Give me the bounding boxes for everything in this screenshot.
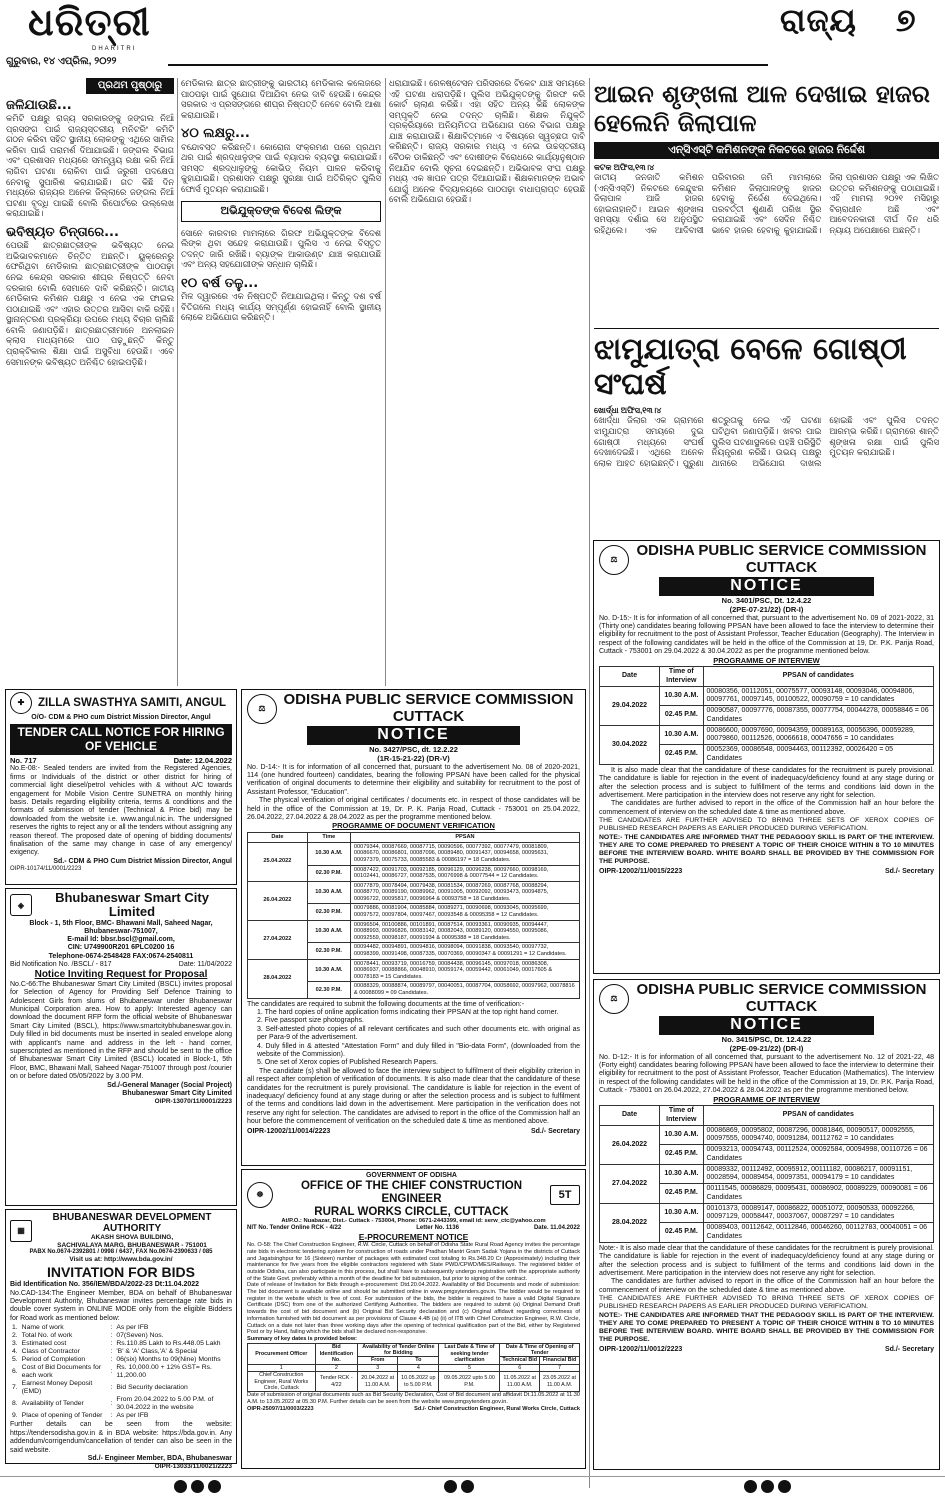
letter-number: Letter No. 1136 (416, 1225, 459, 1231)
time-cell: 10.30 A.M. (660, 725, 703, 745)
table-cell: 6. (12, 1368, 18, 1376)
date-cell: 26.04.2022 (600, 1125, 660, 1164)
table-cell: 07(Seven) Nos. (116, 1332, 164, 1340)
second-body: ଖୋର୍ଦ୍ଧା ଜିଲାର ଏକ ଗ୍ରାମରେ ଝାମୁଯାତ୍ରା ସମୟରେ ଦୁଇ ଗୋଷ୍ଠୀ ମଧ୍ୟରେ ସଂଘର୍ଷ ଦେଖାଦେଇଛି। ଏଥିରେ ଅନେକ ଲୋକ ଆହତ ହୋଇଛନ୍ତି। ପୁରୁଣା ଶତ୍ରୁତାକୁ ନେଇ ଏହି ଘଟଣା ଘଟିଥିବା ଜଣାପଡ଼ିଛି। ଖବର ପାଇ ପୁଲିସ ଘଟଣାସ୍ଥଳରେ ପହଞ୍ଚି ପରିସ୍ଥିତି ନିୟନ୍ତ୍ରଣ କରିଛି। ଉଭୟ ପକ୍ଷରୁ ଥାନାରେ ଅଭିଯୋଗ ଦାଖଲ ହୋଇଛି ଏବଂ ପୁଲିସ ତଦନ୍ତ ଆରମ୍ଭ କରିଛି। ଗ୍ରାମରେ ଶାନ୍ତି ଶୃଙ୍ଖଳା ରକ୍ଷା ପାଇଁ ପୁଲିସ ମୁତୟନ କରାଯାଇଛି। (594, 415, 939, 468)
ad-title: Bhubaneswar Smart City Limited (55, 890, 209, 920)
table-cell: Availability of Tender (21, 1400, 84, 1408)
ad-signature: Bhubaneswar Smart City Limited (122, 1089, 232, 1097)
lead-body: ଜାତୀୟ ଜନଜାତି କମିଶନ (ଏନ୍‌ସିଏସ୍‌ଟି) ନିକଟରେ କେନ୍ଦୁଝର ଜିଲାପାଳ ଆଜି ହାଜର ହୋଇନାହାନ୍ତି। ଆଇନ ଶୃଙ୍ଖଳା ସମସ୍ୟା ଦର୍ଶାଇ ସେ ଅନୁପସ୍ଥିତ ରହିଥିଲେ। ଏକ ଆଦିବାସୀ ପରିବାରର ଜମି ମାମଲାରେ କମିଶନ ଜିଲାପାଳଙ୍କୁ ହାଜର ହେବାକୁ ନିର୍ଦ୍ଦେଶ ଦେଇଥିଲେ। ପରବର୍ତ୍ତୀ ଶୁଣାଣି ତାରିଖ ସ୍ଥିର କରାଯାଇଛି ଏବଂ ସେଦିନ ନିଶ୍ଚିତ ଭାବେ ହାଜର ହେବାକୁ କୁହାଯାଇଛି। ଜିଲା ପ୍ରଶାସନ ପକ୍ଷରୁ ଏକ ଲିଖିତ ଉତ୍ତର କମିଶନଙ୍କୁ ପଠାଯାଇଛି। ଏହି ମାମଲା ୨୦୨୧ ମସିହାରୁ ବିଚାରାଧୀନ ଅଛି ଏବଂ ଆବେଦନକାରୀ ଦୀର୍ଘ ଦିନ ଧରି ନ୍ୟାୟ ଅପେକ୍ଷାରେ ଅଛନ୍ତି। (594, 172, 939, 235)
table-cell: Chief Construction Engineer, Rural Works Circle, Cuttack (248, 1372, 316, 1392)
smart-city-logo-icon: ◈ (10, 894, 32, 916)
time-cell: 02.45 P.M. (660, 1223, 703, 1243)
table-cell: Total No. of work (21, 1332, 73, 1340)
time-cell: 10.30 A.M. (660, 686, 703, 706)
ad-heading: INVITATION FOR BIDS (46, 1264, 196, 1281)
notice-adv: (1R-15-21-22) (DR-V) (377, 753, 450, 763)
notice-adv: (2PE-09-21/22) (DR-I) (729, 1043, 804, 1053)
table-cell: As per IFB (116, 1324, 149, 1332)
table-cell: 4. (12, 1348, 18, 1356)
docs-intro: The candidates are required to submit the following documents at the time of verification:- (247, 1000, 525, 1008)
table-header-row (600, 1106, 934, 1126)
ad-address: AKASH SHOVA BUILDING, (90, 1234, 174, 1241)
date-cell: 27.04.2022 (600, 1164, 660, 1203)
notice-body: The physical verification of original certificates / documents etc. in respect of those candidates will be held in the office of the Commission at 19, Dr. P. K. Parija Road, Cuttack - 753001 on 25.04.2022, 26.04.2022, 27.04.2022 & 28.04.2022 as per the programme mentioned below. (247, 797, 580, 821)
table-cell: Period of Completion (21, 1356, 86, 1364)
table-cell: 'B' & 'A' Class,'A' & Special (116, 1348, 198, 1356)
ad-opsc-mathematics (593, 979, 940, 1470)
notice-caps: NOTE:- THE CANDIDATES ARE INFORMED THAT THE PEDAGOGY SKILL IS PART OF THE INTERVIEW. THEY ARE TO COME PREPARED TO PRESENT A TOPIC OF THEIR CHOICE WITHIN 8 TO 10 MINUTES BEFORE THE INTERVIEW BOARD. WHITE BOARD SHALL BE PROVIDED BY THE COMMISSION FOR THE PURPOSE. (599, 1311, 934, 1343)
news-body: ଧରାଯାଇଛି। ରେଳଷ୍ଟେସନ ପରିସରରେ ଟିକେଟ ଯାଞ୍ଚ ସମୟରେ ଏହି ଘଟଣା ଧରାପଡ଼ିଛି। ପୁଲିସ ଅଭିଯୁକ୍ତଙ୍କୁ ଗିରଫ କରି କୋର୍ଟ ଚାଲାଣ କରିଛି। ଏହା ସହିତ ଅନ୍ୟ କିଛି ଲୋକଙ୍କ ସମ୍ପୃକ୍ତି ନେଇ ତଦନ୍ତ ଚାଲିଛି। ଶିକ୍ଷକ ନିଯୁକ୍ତି ପ୍ରକ୍ରିୟାରେ ଅନିୟମିତତା ଅଭିଯୋଗ ପରେ ବିଭାଗ ପକ୍ଷରୁ ଯାଞ୍ଚ କରାଯାଉଛି। ଶିକ୍ଷାବିତ୍ମାନେ ଏ ବିଷୟରେ ସ୍ୱଚ୍ଛତା ଦାବି କରିଛନ୍ତି। ରାଜ୍ୟ ସରକାର ମଧ୍ୟ ଏ ନେଇ ଉଚ୍ଚସ୍ତରୀୟ ବୈଠକ ଡାକିଛନ୍ତି ଏବଂ ଦୋଷୀଙ୍କ ବିରୋଧରେ କାର୍ଯ୍ୟାନୁଷ୍ଠାନ ନିଆଯିବ ବୋଲି ସୂଚନା ଦେଇଛନ୍ତି। ଅଭିଭାବକ ସଂଘ ପକ୍ଷରୁ ମଧ୍ୟ ଏକ ଜ୍ଞାପନ ପତ୍ର ଦିଆଯାଇଛି। ଶିକ୍ଷକମାନଙ୍କ ଅଭାବ ଯୋଗୁଁ ଅନେକ ବିଦ୍ୟାଳୟରେ ପାଠପଢ଼ା ବାଧାପ୍ରାପ୍ତ ହେଉଛି ବୋଲି ଅଭିଯୋଗ ହେଉଛି। (389, 78, 585, 205)
time-cell: 10.30 A.M. (307, 959, 350, 982)
page-number: ୭ (896, 1, 917, 39)
table-cell: Name of work (21, 1324, 64, 1332)
ad-city: CUTTACK (392, 707, 465, 725)
ad-bid-no: Bid Notification No. /BSCL/ - 817 (10, 960, 112, 968)
bda-details-table (10, 1324, 232, 1420)
ad-smart-city (5, 888, 237, 1206)
notice-banner: NOTICE (659, 577, 874, 596)
notice-number: No. 3415/PSC, Dt. 12.4.22 (721, 1034, 812, 1044)
ad-bda (5, 1209, 237, 1471)
ad-heading: E-PROCUREMENT NOTICE (358, 1232, 469, 1243)
table-cell: Place of opening of Tender (21, 1412, 103, 1420)
news-box-heading: ଅଭିଯୁକ୍ତଙ୍କ ବିଦେଶ ଲିଙ୍କ (181, 201, 381, 222)
ad-title: ODISHA PUBLIC SERVICE COMMISSION (636, 981, 927, 998)
table-cell: 3. (12, 1340, 18, 1348)
ad-chief-construction (241, 1169, 586, 1469)
table-cell: 4 (398, 1364, 439, 1371)
ppsan-cell: 00089332, 00112492, 00095912, 00111182, 00086217, 00091151, 00028594, 00089454, 00097351, 00094179 = 10 candidates (703, 1164, 933, 1184)
table-cell: 1. (12, 1324, 18, 1332)
table-row (248, 842, 580, 865)
table-cell: : (110, 1356, 113, 1364)
ad-cin: CIN: U749900R201 6PLC0200 16 (67, 944, 175, 952)
ppsan-cell: 00086869, 00095802, 00087296, 00081846, 00090517, 00092555, 00097555, 00094740, 00091284, 00112762 = 10 candidates (703, 1125, 933, 1145)
five-t-logo-icon: 5T (550, 1185, 580, 1205)
ad-email: E-mail Id: bbsr.bscl@gmail.com, (67, 936, 175, 944)
table-row (248, 1364, 580, 1371)
ad-ref: OIPR-12002/11/0014/2223 (247, 1128, 331, 1136)
table-row (248, 959, 580, 982)
middle-news-column (181, 78, 381, 686)
date-cell: 30.04.2022 (600, 725, 660, 764)
news-body: ସୋନେ କାରବାର ମାମଲାରେ ଗିରଫ ଅଭିଯୁକ୍ତଙ୍କ ବିଦେଶ ଲିଙ୍କ ଥିବା ସନ୍ଦେହ କରାଯାଉଛି। ପୁଲିସ ଏ ନେଇ ବିସ୍ତୃତ ତଦନ୍ତ ଜାରି ରଖିଛି। ବ୍ୟାଙ୍କ ଆକାଉଣ୍ଟ ଯାଞ୍ଚ କରାଯାଉଛି ଏବଂ ଅନ୍ୟ ସହଯୋଗୀଙ୍କ ସନ୍ଧାନ ଚାଲିଛି। (181, 227, 381, 270)
time-cell: 10.30 A.M. (660, 1125, 703, 1145)
time-cell: 02.45 P.M. (660, 1184, 703, 1204)
notice-number: No. 3401/PSC, Dt. 12.4.22 (721, 595, 812, 605)
table-row (600, 725, 934, 745)
notice-banner: NOTICE (659, 1016, 874, 1035)
ppsan-cell: 00080356, 00112051, 00075577, 00093148, 00093046, 00094806, 00097761, 00097145, 00100522, 00090759 = 10 candidates (703, 686, 933, 706)
opsc-emblem-icon: ⚖ (247, 694, 277, 724)
table-cell: 7. (12, 1384, 18, 1392)
ad-bid-id: Bid Identification No. 356/IEM/BDA/2022-23 Dt:11.04.2022 (10, 1281, 200, 1289)
ppsan-cell: 00089403, 00112642, 00112846, 00046260, 00112783, 00040051 = 06 Candidates (703, 1223, 933, 1243)
ppsan-cell: 00078441, 00093719, 00016759, 00084438, 00096145, 00097018, 00086308, 00086937, 00088866, 00048910, 00059174, 00059442, 00061049, 00017605 & 00078183 = 15 Candidates. (350, 959, 579, 982)
time-cell: 02.30 P.M. (307, 943, 350, 959)
column-header: Availability of Tender Online for Bidding (358, 1343, 439, 1357)
time-cell: 02.45 P.M. (660, 706, 703, 726)
table-cell: : (110, 1400, 113, 1408)
time-cell: 02.45 P.M. (660, 745, 703, 765)
ad-website: Visit us at: http://www.bda.gov.in/ (69, 1256, 173, 1264)
bda-logo-icon: ▦ (10, 1220, 32, 1242)
table-cell: : (110, 1384, 113, 1392)
table-cell: As per IFB (116, 1412, 149, 1420)
notice-banner: NOTICE (307, 726, 520, 745)
table-cell: Bid Security declaration (116, 1384, 188, 1392)
ad-phone: PABX No.0674-2392801 / 0998 / 6437, FAX No.0674-2390633 / 085 (29, 1249, 213, 1256)
table-cell: 23.05.2022 at 11.00 A.M. (540, 1372, 580, 1392)
time-cell: 02.30 P.M. (307, 904, 350, 920)
table-row (248, 920, 580, 943)
ad-ref: OIPR-13070/11/0001/2223 (154, 1098, 232, 1106)
date-cell: 25.04.2022 (248, 842, 308, 881)
ppsan-cell: 00087422, 00091703, 00092185, 00096129, 00096238, 00097660, 00098169, 00102441, 00086727, 00087535, 00076998 & 00077544 = 12 Candidates. (350, 865, 579, 881)
ad-number: No. 717 (10, 755, 37, 765)
notice-body: The candidates are further advised to report in the office of the Commission half an hour before the commencement of interview on the scheduled date & time as mentioned above. (599, 800, 934, 816)
ad-city: CUTTACK (745, 997, 818, 1015)
ad-body: Date of release of Invitation for Bids through e-procurement: Dtd.20.04.2022. Availability of Bid Documents and mode of submission: The bid document is available online and should be submitted online in www.pmgsytenders.gov.in. The bidder would be required to register in the website which is free of cost. For submission of the bids, the bidder is required to have a valid Digital Signature Certificate (DSC) from one of the authorized Certifying Authorities. The bidders are required to submit (a) Original Demand Draft towards the cost of bid document and (b) Original Bid Security declaration and (c) Original affidavit regarding correctness of information furnished with bid document as per provisions of Clause 4.4B (a) (ii) of ITB with Chief Construction Engineer, R.W. Circle, Cuttack on a date not later than three working days after the opening of technical qualification part of the Bid, either by Registered Post or by Hand, failing which the bids shall be declared non-responsive. (247, 1282, 580, 1336)
key-dates-table (247, 1343, 580, 1393)
column-header: Date (248, 833, 308, 843)
table-cell: 2. (12, 1332, 18, 1340)
table-cell: 5. (12, 1356, 18, 1364)
lead-subhead: ଏନ୍‌ସିଏସ୍‌ଟି କମିଶନଙ୍କ ନିକଟରେ ହାଜର ନିର୍ଦ୍ଦେଶ (594, 142, 939, 159)
ppsan-cell: 00052369, 00086548, 00094463, 00112392, 00026420 = 05 Candidates (703, 745, 933, 765)
table-row (10, 1412, 232, 1420)
ad-ref: OIPR-12002/11/0012/2223 (599, 1346, 683, 1354)
ad-ref: OIPR-12002/11/0015/2223 (599, 868, 683, 876)
date-cell: 28.04.2022 (248, 959, 308, 998)
docs-list (247, 1009, 580, 1068)
table-row (600, 686, 934, 706)
ad-signature: Sd./-General Manager (Social Project) (107, 1081, 232, 1089)
table-row (10, 1396, 232, 1412)
column-header: PPSAN of candidates (703, 1106, 933, 1126)
ad-city: CUTTACK (745, 558, 818, 576)
ad-signature: Sd./- Secretary (884, 1346, 934, 1354)
programme-heading: PROGRAMME OF INTERVIEW (713, 655, 820, 665)
column-header: Date (600, 1106, 660, 1126)
ad-opsc-verification (241, 689, 586, 1166)
table-cell: Rs. 10,000.00 + 12% GST= Rs. 11,200.00 (116, 1364, 212, 1380)
masthead (0, 0, 945, 75)
notice-body: No. D-14:- It is for information of all concerned that, pursuant to the advertisement No. 08 of 2020-2021, 114 (one hundred fourteen) candidates, bearing the following PPSAN have been called for the physical verification of original documents to determine their eligibility and suitability for recruitment to the post of Assistant Professor, "Education". (247, 763, 580, 796)
column-header: Date (600, 667, 660, 687)
time-cell: 02.30 P.M. (307, 982, 350, 998)
ad-title: ZILLA SWASTHYA SAMITI, ANGUL (37, 696, 227, 709)
ad-ref: OIPR-13033/11/0021/2223 (154, 1463, 232, 1471)
date-cell: 29.04.2022 (600, 686, 660, 725)
news-heading: ଜଳିଯାଉଛି... (6, 97, 72, 113)
table-cell: 2 (315, 1364, 358, 1371)
column-header: Last Date & Time of seeking tender clarification (439, 1343, 500, 1364)
time-cell: 10.30 A.M. (660, 1164, 703, 1184)
table-row (10, 1324, 232, 1332)
ppsan-cell: 00079344, 00087669, 00087715, 00090596, 00077392, 00077479, 00081809, 00086670, 00086801, 00087096, 00089480, 00091437, 00094658, 00095631, 00097379, 00075733, 00085583 & 00086197 = 18 Candidates. (350, 842, 579, 865)
ad-zilla-swasthya (5, 689, 237, 885)
ad-date: Date: 12.04.2022 (173, 755, 232, 765)
ad-address: Block - 1, 5th Floor, BMC- Bhawani Mall, Saheed Nagar, Bhubaneswar-751007, (29, 919, 213, 935)
column-header: Time of Interview (660, 667, 703, 687)
ad-signature: Sd./- Engineer Member, BDA, Bhubaneswar (87, 1455, 232, 1462)
lead-story (594, 80, 939, 490)
notice-caps: THE CANDIDATES ARE FURTHER ADVISED TO BRING THREE SETS OF XEROX COPIES OF PUBLISHED RESEARCH PAPERS AS EARLIER PRODUCED DURING VERIFICATION. (599, 817, 934, 833)
table-cell: 5 (439, 1364, 500, 1371)
ad-signature: Sd./- Chief Construction Engineer, Rural Works Circle, Cuttack (414, 1405, 580, 1412)
time-cell: 10.30 A.M. (307, 920, 350, 943)
ppsan-cell: 00093213, 00094743, 00112524, 00092584, 00094998, 00110726 = 06 Candidates (703, 1145, 933, 1165)
dateline: ଖୋର୍ଦ୍ଧା ଅଫିସ,୧୩।୪ (594, 406, 662, 415)
ppsan-cell: 00096504, 00100886, 00101891, 00087514, 00093361, 00090935, 00094447, 00088993, 00096826, 00083142, 00082043, 00089120, 00094550, 00095086, 00092559, 00098187, 00091934 & 00095388 = 18 Candidates. (350, 920, 579, 943)
news-heading: ଭବିଷ୍ୟତ ଚିନ୍ତାରେ... (6, 224, 119, 240)
ppsan-cell: 00094482, 00094891, 00094816, 00098094, 00091838, 00093540, 00097732, 00098399, 00091498, 00087335, 00070369, 00090347 & 00091291 = 12 Candidates. (350, 943, 579, 959)
ad-ref: OIPR-10174/11/0001/2223 (10, 865, 82, 872)
date-cell: 27.04.2022 (248, 920, 308, 959)
list-item: 3. Self-attested photo copies of all relevant certificates and such other documents etc. with original as per Para-9 of the advertisement. (257, 1025, 580, 1042)
ppsan-cell: 00077879, 00078494, 00079438, 00081534, 00087269, 00087768, 00088294, 00088770, 00089190, 00089962, 00091005, 00092092, 00093473, 00094875, 00096722, 00095817, 00096964 & 00093758 = 18 Candidates. (350, 881, 579, 904)
ad-address: SACHIVALAYA MARG, BHUBANESWAR - 751001 (57, 1241, 207, 1249)
table-cell: 7 (540, 1364, 580, 1371)
ad-signature: Sd./- Secretary (884, 868, 934, 876)
ad-telephone: Telephone-0674-2548428 FAX:0674-2540811 (48, 952, 194, 960)
table-cell: 11.05.2022 at 11.00 A.M. (500, 1372, 540, 1392)
notice-number: No. 3427/PSC, dt. 12.2.22 (369, 744, 458, 754)
summary-label: Summary of key dates is provided below: (247, 1335, 358, 1342)
notice-caps: THE CANDIDATES ARE FURTHER ADVISED TO BRING THREE SETS OF XEROX COPIES OF PUBLISHED RESEARCH PAPERS AS EARLIER PRODUCED DURING VERIFICATION. (599, 1295, 934, 1311)
ad-signature: Sd.- CDM & PHO Cum District Mission Director, Angul (53, 857, 232, 865)
ad-date: Date. 11.04.2022 (533, 1225, 580, 1231)
notice-body: It is also made clear that the candidature of these candidates for the recruitment is purely provisional. The candidature is liable for rejection in the event of inadequacy/deficiency found at any stage during or after the selection process and is subject to fulfillment of the terms and conditions laid down in the advertisement. Mere participation in the interview does not reserve any right for selection. (599, 766, 934, 800)
notice-body: The candidates are further advised to report in the office of the Commission half an hour before the commencement of interview on the scheduled date & time as mentioned above. (599, 1278, 934, 1294)
verification-table (247, 832, 580, 998)
table-header-row (248, 833, 580, 843)
news-body: କମିଟି ପକ୍ଷରୁ ରାଜ୍ୟ ସରକାରଙ୍କୁ ଜଙ୍ଗଲ ନିଆଁ ପ୍ରସଙ୍ଗ ପାଇଁ ରାଜ୍ୟସ୍ତରୀୟ ମନିଟରିଂ କମିଟି ଗଠନ କରିବା ସହିତ ସ୍ଥାନୀୟ ଲୋକଙ୍କୁ ଏଥିରେ ସାମିଲ କରିବା ପାଇଁ ପରାମର୍ଶ ଦିଆଯାଇଛି। ଜଙ୍ଗଲ ବିଭାଗ ଏବଂ ପ୍ରଶାସନ ମଧ୍ୟରେ ସମନ୍ୱୟ ରକ୍ଷା କରି ନିଆଁ ଲାଗିବା ଘଟଣା ରୋକିବା ପାଇଁ ଜରୁରୀ ପଦକ୍ଷେପ ନେବାକୁ ସୁପାରିଶ କରାଯାଇଛି। ଗତ କିଛି ଦିନ ମଧ୍ୟରେ ରାଜ୍ୟର ଅନେକ ଜିଲ୍ଲାରେ ଜଙ୍ଗଲ ନିଆଁ ଘଟଣା ବୃଦ୍ଧି ପାଇଛି ବୋଲି ରିପୋର୍ଟରେ ଉଲ୍ଲେଖ କରାଯାଇଛି। (6, 113, 174, 219)
opsc-emblem-icon: ⚖ (599, 984, 629, 1014)
ppsan-cell: 00090587, 00097776, 00087355, 00077754, 00044278, 00058846 = 06 Candidates (703, 706, 933, 726)
table-row (10, 1356, 232, 1364)
ad-heading: TENDER CALL NOTICE FOR HIRING OF VEHICLE (10, 724, 232, 754)
ad-title: ODISHA PUBLIC SERVICE COMMISSION (636, 542, 927, 559)
notice-body: The candidate (s) shall be allowed to face the interview subject to fulfilment of their eligibility criterion in all respect after completion of verification of documents. It is also made clear that the candidature of these candidates for the recruitment is purely provisional. The candidature is liable for rejection in the event of inadequacy/ deficiency found at any stage during or after the selection process and is subject to fulfilment of the terms and conditions laid down in the advertisement. Mere participation in the verification does not reserve any right for selection. The candidates are advised to report in the office of the Commission half an hour before the commencement of verification on the scheduled date & time as mentioned above. (247, 1067, 580, 1126)
ppsan-cell: 00079886, 00081904, 00085884, 00089271, 00090698, 00093045, 00095699, 00097572, 00097804, 00097467, 00093548 & 00095358 = 12 Candidates. (350, 904, 579, 920)
ad-title: BHUBANESWAR DEVELOPMENT AUTHORITY (52, 1212, 212, 1234)
date-cell: 26.04.2022 (248, 881, 308, 920)
table-cell: : (110, 1368, 113, 1376)
time-cell: 10.30 A.M. (307, 842, 350, 865)
list-item: 4. Duly filled in & attested "Attestation Form" and duly filled in "Bio-data Form", (downloaded from the website of the Commission). (257, 1042, 580, 1058)
column-header: Date & Time of Opening of Tender (500, 1343, 580, 1357)
ad-footer: Date of submission of original documents such as Bid Security Declaration, Cost of Bid document and affidavit Dt.11.05.2022 at 11.30 A.M. to 13.05.2022 at 05.30 P.M. Further details can be seen from the website www.pmgsytenders.gov.in. (247, 1392, 580, 1405)
news-body: ମେଡିକାଲ ଛାତ୍ର ଛାତ୍ରୀଙ୍କୁ ଭାରତୀୟ ମେଡିକାଲ କଲେଜରେ ପାଠପଢ଼ା ପାଇଁ ସୁଯୋଗ ଦିଆଯିବା ନେଇ ଦାବି ହେଉଛି। କେନ୍ଦ୍ର ସରକାର ଏ ପ୍ରସଙ୍ଗରେ ଶୀଘ୍ର ନିଷ୍ପତ୍ତି ନେବେ ବୋଲି ଆଶା କରାଯାଉଛି। (181, 78, 381, 120)
table-cell: Tender RCK - 4/22 (315, 1372, 358, 1392)
table-cell: Class of Contractor (21, 1348, 80, 1356)
table-cell: Earnest Money Deposit (EMD) (21, 1380, 93, 1396)
table-cell: : (110, 1340, 113, 1348)
table-row (248, 1372, 580, 1392)
column-header: Time (307, 833, 350, 843)
table-row (10, 1380, 232, 1396)
table-row (600, 1203, 934, 1223)
interview-table (599, 1105, 934, 1243)
ppsan-cell: 00088329, 00088874, 00089797, 00040051, 00087704, 00058692, 00097962, 00078816 & 00088099 = 09 Candidates. (350, 982, 579, 998)
table-row (600, 1164, 934, 1184)
ad-intro: No.CAD-134:The Engineer Member, BDA on behalf of Bhubaneswar Development Authority, Bhubaneswar invites percentage rate bids in double cover system in ONLINE MODE only from the eligible Bidders for Road work as mentioned below: (10, 1289, 232, 1322)
footer-marks (0, 1476, 945, 1496)
ad-body: No.E-08:- Sealed tenders are invited from the Registered Agencies, firms or Individuals of the district or other district for hiring of commercial light diesel/petrol vehicles with & without A/C towards engagement for Mobile Vision Centre SUNETRA on monthly hiring basis. Details regarding eligibility criteria, terms & conditions and the formats of submission of tender (Technical & Price bid) may be downloaded from the website i.e. www.angul.nic.in. The undersigned reserves the rights to reject any or all the tenders without assigning any reason thereof. The proposed date of opening of bidding documents/ finalisation of the same may change in case of any emergency/ exigency. (10, 765, 232, 857)
programme-heading: PROGRAMME OF INTERVIEW (713, 1094, 820, 1104)
ppsan-cell: 00111545, 00086829, 00095431, 00086902, 00089229, 00090081 = 06 Candidates (703, 1184, 933, 1204)
nit-number: NIT No. Tender Online RCK - 4/22 (247, 1225, 342, 1231)
ad-date: Date: 11/04/2022 (178, 960, 232, 968)
newspaper-logo: ଧରିତ୍ରୀ (28, 0, 151, 44)
time-cell: 10.30 A.M. (307, 881, 350, 904)
time-cell: 02.45 P.M. (660, 1145, 703, 1165)
ad-gov: GOVERNMENT OF ODISHA (365, 1172, 457, 1179)
front-page-continuation-label: ପ୍ରଥମ ପୃଷ୍ଠାରୁ (86, 78, 174, 94)
ad-office: O/O- CDM & PHO cum District Mission Director, Angul (31, 714, 211, 721)
table-cell: 3 (358, 1364, 398, 1371)
column-header: Procurement Officer (248, 1343, 316, 1364)
column-header: Time of Interview (660, 1106, 703, 1126)
notice-body: No. D-15:- It is for information of all concerned that, pursuant to the advertisement No. 09 of 2021-2022, 31 (Thirty one) candidates bearing following PPSAN have been allowed to face the interview to determine their eligibility for recruitment to the post of Assistant Professor, Teacher Education (Geography). The Interview in respect of the following candidates will be held in the office of the Commission at 19, Dr. P.K. Parija Road, Cuttack - 753001 on 29.04.2022 & 30.04.2022 as per the programme mentioned below. (599, 614, 934, 656)
notice-body: No. D-12:- It is for information of all concerned that, pursuant to the advertisement No. 12 of 2021-22, 48 (Forty eight) candidates bearing following PPSAN have been allowed to face the interview to determine their eligibility for recruitment to the post of Assistant Professor, Teacher Education (Mathematics). The Interview in respect of the following candidates will be held in the office of the Commission at 19, Dr. P.K. Parija Road, Cuttack - 753001 on 26.04.2022, 27.04.2022 & 28.04.2022 as per the programme mentioned below. (599, 1053, 934, 1095)
table-cell: 09.05.2022 upto 5.00 P.M. (439, 1372, 500, 1392)
ad-ref: OIPR-25097/11/0003/2223 (247, 1405, 314, 1412)
interview-table (599, 666, 934, 765)
table-cell: : (110, 1412, 113, 1420)
table-cell: : (110, 1324, 113, 1332)
column-header: PPSAN (350, 833, 579, 843)
ad-body: No. O-58: The Chief Construction Engineer, R.W. Circle, Cuttack on behalf of Odisha State Rural Road Agency invites the percentage rate bids in electronic tendering system for construction of roads under Pradhan Mantri Gram Sadak Yojana in the districts of Cuttack and Jagatsinghpur for 16 (Sixteen) number of packages with estimated cost totaling to Rs.348.20 Cr (Approximately) including their maintenance for five years from the eligible contractors registered with State PWD/CPWD/MES/Railways. The registered bidder of outside Odisha, can also participate in this process, but shall have to subsequently undergo registration with the appropriate authority of the State Govt. preferably within a month of the deadline for bid submission, but prior to signing of the contract. (247, 1242, 580, 1282)
ad-footer: Further details can be seen from the website: https://tendersodisha.gov.in & in BDA website: https://bda.gov.in. Any addendum/corrigendum/cancellation of tender can also be seen in the said website. (10, 1421, 232, 1454)
opsc-emblem-icon: ⚖ (599, 545, 629, 575)
table-row (10, 1332, 232, 1340)
table-cell: : (110, 1348, 113, 1356)
column-header: From (358, 1357, 398, 1364)
table-row (10, 1348, 232, 1356)
lead-headline: ଆଇନ ଶୃଙ୍ଖଳା ଆଳ ଦେଖାଇ ହାଜର ହେଲେନି ଜିଲାପାଳ (594, 80, 930, 137)
ad-heading: Notice Inviting Request for Proposal (34, 969, 208, 981)
ad-signature: Sd./- Secretary (530, 1128, 580, 1136)
ppsan-cell: 00101373, 00089147, 00086822, 00051072, 00090533, 00092266, 00097129, 00058447, 00037067, 00087297 = 10 candidates (703, 1203, 933, 1223)
section-title: ରାଜ୍ୟ (780, 1, 857, 39)
ad-title: RURAL WORKS CIRCLE, CUTTACK (314, 1205, 509, 1218)
list-item: 1. The hard copies of online application forms indicating their PPSAN at the top right hand corner. (257, 1009, 559, 1016)
news-body: ମିଳ ଦ୍ୱାରରେ ଏକ ନିଷ୍ପତ୍ତି ନିଆଯାଇଥିଲା। କିନ୍ତୁ ଦଶ ବର୍ଷ ବିତିଗଲେ ମଧ୍ୟ କାର୍ଯ୍ୟ ସମ୍ପୂର୍ଣ୍ଣ ହୋଇନାହିଁ ବୋଲି ସ୍ଥାନୀୟ ଲୋକେ ଅଭିଯୋଗ କରିଛନ୍ତି। (181, 291, 381, 323)
news-body: ପେଉଛି ଛାତ୍ରଛାତ୍ରୀଙ୍କ ଭବିଷ୍ୟତ ନେଇ ଅଭିଭାବକମାନେ ଚିନ୍ତିତ ଅଛନ୍ତି। ୟୁକ୍ରେନରୁ ଫେରିଥିବା ମେଡିକାଲ ଛାତ୍ରଛାତ୍ରୀଙ୍କ ପାଠପଢ଼ା ନେଇ କେନ୍ଦ୍ର ସରକାର ଶୀଘ୍ର ନିଷ୍ପତ୍ତି ନେବା ଦରକାର ବୋଲି ସେମାନେ ଦାବି କରିଛନ୍ତି। ଜାତୀୟ ମେଡିକାଲ କମିଶନ ପକ୍ଷରୁ ଏ ନେଇ ଏକ ଫାଇଲ ପଠାଯାଇଛି ଏବଂ ଏହାର ଉତ୍ତର ଆସିବା ବାକି ରହିଛି। ସ୍ଥାନାନ୍ତରଣ ପ୍ରକ୍ରିୟା ଉପରେ ମଧ୍ୟ ବିଚାର ଚାଲିଛି ବୋଲି ଜଣାପଡ଼ିଛି। ଛାତ୍ରଛାତ୍ରୀମାନେ ଅନଲାଇନ କ୍ଲାସ ମାଧ୍ୟମରେ ପାଠ ପଢ଼ୁଛନ୍ତି କିନ୍ତୁ ପ୍ରାକ୍ଟିକାଲ ଶିକ୍ଷା ପାଇଁ ଅସୁବିଧା ହେଉଛି। ଏବେ ସେମାନଙ୍କ ଭବିଷ୍ୟତ ଅନିଶ୍ଚିତ ହୋଇପଡ଼ିଛି। (6, 240, 174, 367)
programme-heading: PROGRAMME OF DOCUMENT VERIFICATION (332, 821, 495, 831)
center-news-column (389, 78, 585, 686)
table-cell: 10.05.2022 up to 5.00 P.M. (398, 1372, 439, 1392)
news-body: ବନ୍ଦୋବସ୍ତ କରିଛନ୍ତି। କୋରୋନା ସଂକ୍ରମଣ ପରେ ପ୍ରଥମ ଥର ପାଇଁ ଶ୍ରଦ୍ଧାଳୁଙ୍କ ପାଇଁ ବ୍ୟାପକ ବ୍ୟବସ୍ଥା କରାଯାଇଛି। ସମସ୍ତ ଶ୍ରଦ୍ଧାଳୁଙ୍କୁ କୋଭିଡ୍ ନିୟମ ପାଳନ କରିବାକୁ କୁହାଯାଇଛି। ପ୍ରଶାସନ ପକ୍ଷରୁ ସୁରକ୍ଷା ପାଇଁ ଅତିରିକ୍ତ ପୁଲିସ ଫୋର୍ସ ମୁତୟନ କରାଯାଇଛି। (181, 141, 381, 194)
ad-title: OFFICE OF THE CHIEF CONSTRUCTION ENGINEER (300, 1180, 523, 1205)
table-cell: 1 (248, 1364, 316, 1371)
table-cell: Cost of Bid Documents for each work (21, 1364, 102, 1380)
notice-body: Note:- It is also made clear that the candidature of these candidates for the recruitment is purely provisional. The candidature is liable for rejection in the event of inadequacy/deficiency found at any stage during or after the selection process and is subject to fulfillment of the terms and conditions laid down in the advertisement. Mere participation in the interview does not reserve any right for selection. (599, 1244, 934, 1278)
table-cell: 06(six) Months to 09(Nine) Months (116, 1356, 221, 1364)
list-item: 5. One set of Xerox copies of Published Research Papers. (257, 1059, 438, 1067)
ad-address: At/P.O.: Nuabazar, Dist.- Cuttack - 753004, Phone: 0671-2443399, email id: serw_ctc@yahoo.com (281, 1218, 546, 1225)
news-heading: ୧୦ ବର୍ଷ ତଳୁ... (181, 275, 259, 291)
logo-subtitle: DHARITRI (92, 46, 137, 52)
time-cell: 02.30 P.M. (307, 865, 350, 881)
ad-body: No.C-66:The Bhubaneswar Smart City Limited (BSCL) invites proposal for Selection of Agency for Providing Self Defence Training to Adolescent Girls from slums of Bhubaneswar under Bhubaneswar Municipal Corporation area. How to apply: Interested agency can download the document RFP form the official website of Bhubaneswar Smart City Limited (BSCL), https://www.smartcitybhubaneswar.gov.in. Duly filled in bid documents must be inserted in sealed envelope along with applicant's name and address in the left - hand corner, superscripted as mentioned in the RFP and should be sent to the office of Bhubaneswar Smart City Limited (BSCL) located in Block-1, 5th Floor, BMC, Bhawani Mall, Saheed Nagar-751007 through post /courier on or before dated 05/05/2022 by 3.00 PM. (10, 980, 232, 1081)
column-header: To (398, 1357, 439, 1364)
page-date: ଗୁରୁବାର, ୧୪ ଏପ୍ରିଲ, ୨୦୨୨ (6, 56, 117, 67)
odisha-emblem-icon: ☸ (247, 1182, 273, 1208)
column-header: Technical Bid (500, 1357, 540, 1364)
notice-caps: NOTE:- THE CANDIDATES ARE INFORMED THAT THE PEDAGOGY SKILL IS PART OF THE INTERVIEW. THEY ARE TO COME PREPARED TO PRESENT A TOPIC OF THEIR CHOICE WITHIN 8 TO 10 MINUTES BEFORE THE INTERVIEW BOARD. WHITE BOARD SHALL BE PROVIDED BY THE COMMISSION FOR THE PURPOSE. (599, 833, 934, 865)
table-cell: 8. (12, 1400, 18, 1408)
column-header: Financial Bid (540, 1357, 580, 1364)
table-cell: : (110, 1332, 113, 1340)
table-row (10, 1364, 232, 1380)
column-header: PPSAN of candidates (703, 667, 933, 687)
health-logo-icon: ✚ (10, 692, 32, 714)
table-cell: 6 (500, 1364, 540, 1371)
notice-adv: (2PE-07-21/22) (DR-I) (729, 604, 804, 614)
table-cell: 20.04.2022 at 11.00 A.M. (358, 1372, 398, 1392)
dateline: କଟକ ଅଫିସ,୧୩।୪ (594, 162, 655, 172)
table-cell: From 20.04.2022 to 5.00 P.M. of 30.04.2022 in the website (116, 1396, 214, 1412)
table-row (10, 1340, 232, 1348)
table-header-row (600, 667, 934, 687)
table-row (600, 1125, 934, 1145)
left-news-column (6, 78, 174, 686)
ppsan-cell: 00086600, 00097690, 00094359, 00089163, 00056396, 00059289, 00079860, 00112526, 00066618, 00047656 = 10 candidates (703, 725, 933, 745)
table-row (248, 881, 580, 904)
news-heading: ୪୦ ଲକ୍ଷରୁ... (181, 126, 250, 142)
table-cell: Estimated cost (21, 1340, 67, 1348)
table-header-row (248, 1343, 580, 1357)
column-header: Bid Identification No. (315, 1343, 358, 1364)
second-headline: ଝାମୁଯାତ୍ରା ବେଳେ ଗୋଷ୍ଠୀ ସଂଘର୍ଷ (594, 328, 939, 402)
date-cell: 28.04.2022 (600, 1203, 660, 1242)
ad-opsc-geography (593, 540, 940, 974)
time-cell: 10.30 A.M. (660, 1203, 703, 1223)
list-item: 2. Five passport size photographs. (257, 1017, 365, 1025)
ad-title: ODISHA PUBLIC SERVICE COMMISSION (283, 691, 574, 708)
table-cell: 9. (12, 1412, 18, 1420)
table-cell: Rs.110.85 Lakh to Rs.448.05 Lakh (116, 1340, 221, 1348)
